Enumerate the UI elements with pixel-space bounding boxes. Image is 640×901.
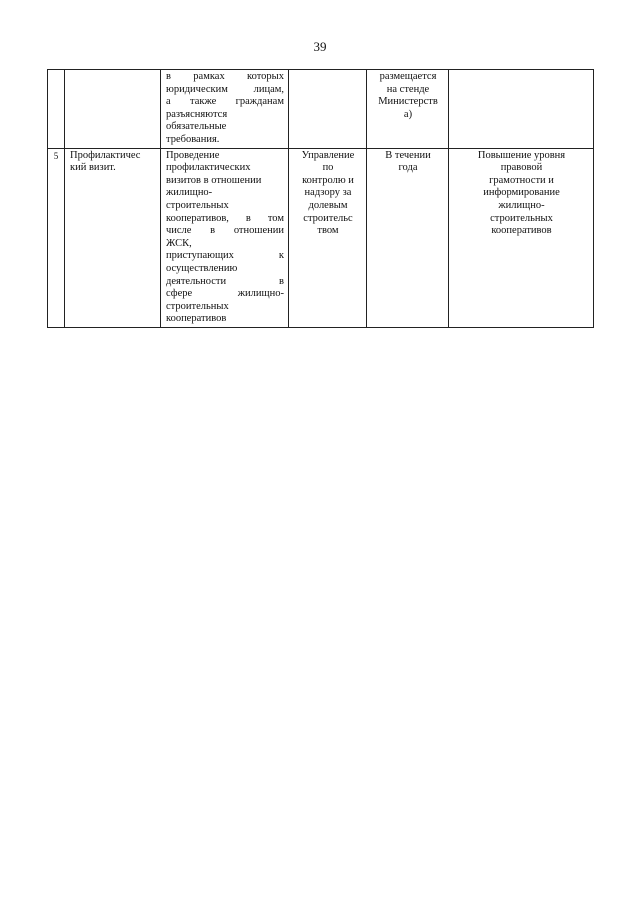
term-line: а): [403, 108, 413, 120]
description-line: приступающих к: [166, 250, 284, 262]
result-line: кооперативов: [491, 225, 552, 237]
description-line: деятельности в: [166, 275, 284, 287]
result-line: правовой: [500, 162, 543, 174]
description-line: визитов в отношении: [166, 174, 262, 186]
description-line: требования.: [166, 133, 220, 145]
result-line: грамотности и: [489, 174, 554, 186]
measure-name-cell: [65, 148, 161, 327]
term-line: на стенде: [386, 83, 430, 95]
result-line: строительных: [490, 212, 553, 224]
responsible-cell: [289, 70, 367, 149]
description-line: разъясняются: [166, 108, 228, 120]
responsible-line: контролю и: [302, 174, 354, 186]
description-line: обязательные: [166, 121, 227, 133]
row-number-cell: 5: [48, 148, 65, 327]
description-line: профилактических: [166, 162, 251, 174]
description-line: юридическим лицам,: [166, 83, 284, 95]
responsible-cell: [289, 148, 367, 327]
responsible-line: надзору за: [304, 187, 352, 199]
description-line: осуществлению: [166, 262, 238, 274]
term-cell: [367, 70, 449, 149]
name-line: кий визит.: [70, 162, 116, 174]
description-line: строительных: [166, 199, 229, 211]
measures-table: [47, 69, 594, 328]
responsible-line: долевым: [308, 199, 348, 211]
term-cell: [367, 148, 449, 327]
measure-description-cell: [161, 70, 289, 149]
description-line: кооперативов, в том: [166, 212, 284, 224]
responsible-line: по: [322, 162, 334, 174]
row-number-cell: [48, 70, 65, 149]
description-line: строительных: [166, 300, 229, 312]
description-line: жилищно-: [166, 187, 213, 199]
term-line: размещается: [379, 71, 437, 82]
term-line: В течении: [385, 149, 431, 161]
responsible-line: строительс: [303, 212, 353, 224]
name-line: Профилактичес: [70, 149, 141, 161]
measure-description-cell: [161, 148, 289, 327]
term-line: года: [398, 162, 418, 174]
table-row: [48, 70, 594, 149]
description-line: кооперативов: [166, 313, 227, 325]
description-line: а также гражданам: [166, 96, 284, 108]
responsible-line: Управление: [301, 149, 355, 161]
term-line: Министерств: [378, 96, 438, 108]
responsible-line: твом: [317, 225, 339, 237]
description-line: ЖСК,: [166, 237, 192, 249]
description-line: в рамках которых: [166, 71, 284, 82]
table-row: [48, 148, 594, 327]
result-line: информирование: [483, 187, 560, 199]
measure-name-cell: [65, 70, 161, 149]
result-line: жилищно-: [498, 199, 545, 211]
result-line: Повышение уровня: [477, 149, 566, 161]
description-line: числе в отношении: [166, 225, 284, 237]
page-number: 39: [313, 39, 327, 54]
description-line: сфере жилищно-: [166, 288, 284, 300]
result-cell: [449, 148, 594, 327]
description-line: Проведение: [166, 149, 220, 161]
result-cell: [449, 70, 594, 149]
